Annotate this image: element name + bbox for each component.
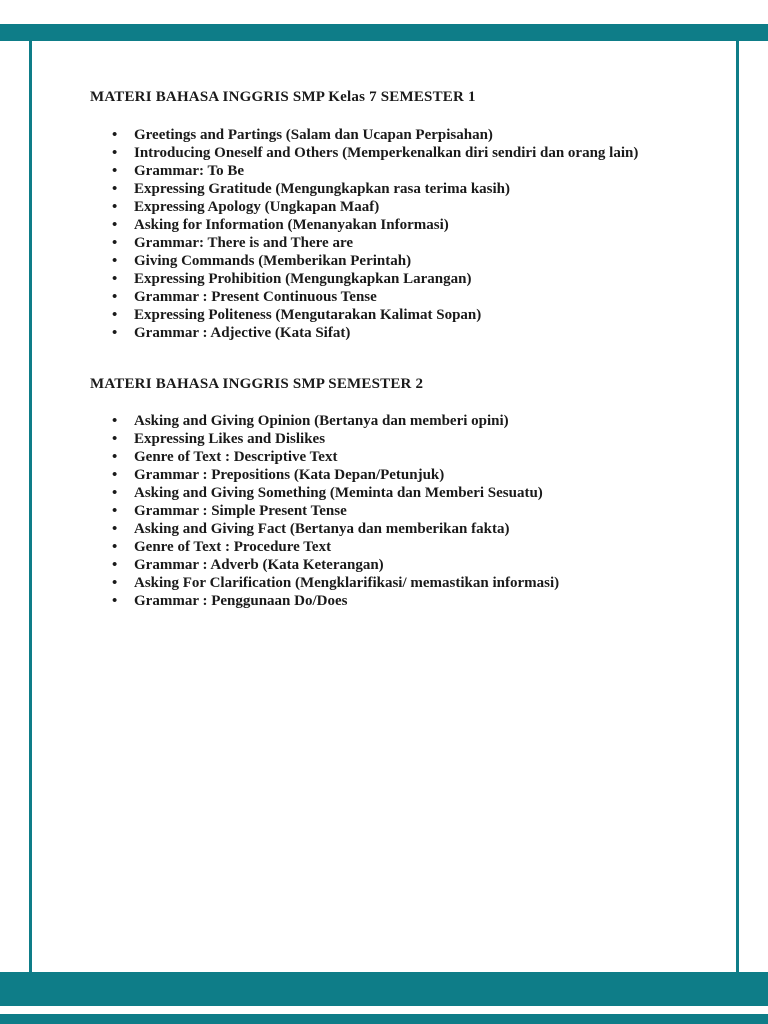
list-item-text: Asking For Clarification (Mengklarifikasi/ memastikan informasi) <box>134 575 560 591</box>
bullet-icon: • <box>112 485 118 501</box>
list-item-text: Genre of Text : Procedure Text <box>134 539 332 555</box>
list-item-text: Asking for Information (Menanyakan Informasi) <box>134 217 449 233</box>
list-item <box>90 324 638 342</box>
bullet-icon: • <box>112 503 118 519</box>
list-item-text: Expressing Apology (Ungkapan Maaf) <box>134 199 380 215</box>
list-item <box>90 412 559 430</box>
list-item <box>90 484 559 502</box>
viewer-frame-left-line <box>29 41 32 972</box>
list-item-text: Expressing Likes and Dislikes <box>134 431 326 447</box>
list-item-text: Grammar: There is and There are <box>134 235 354 251</box>
bullet-icon: • <box>112 181 118 197</box>
bullet-icon: • <box>112 575 118 591</box>
list-item-text: Grammar : Penggunaan Do/Does <box>134 593 348 609</box>
bullet-icon: • <box>112 467 118 483</box>
bullet-icon: • <box>112 253 118 269</box>
topic-list-semester-1 <box>90 126 638 342</box>
viewer-frame-right-line <box>736 41 739 972</box>
list-item <box>90 180 638 198</box>
list-item <box>90 448 559 466</box>
section-title-semester-2: MATERI BAHASA INGGRIS SMP SEMESTER 2 <box>90 376 424 392</box>
list-item <box>90 466 559 484</box>
list-item-text: Greetings and Partings (Salam dan Ucapan Perpisahan) <box>134 127 493 143</box>
bullet-icon: • <box>112 413 118 429</box>
list-item <box>90 162 638 180</box>
bullet-icon: • <box>112 325 118 341</box>
list-item-text: Asking and Giving Opinion (Bertanya dan memberi opini) <box>134 413 509 429</box>
list-item-text: Grammar : Prepositions (Kata Depan/Petunjuk) <box>134 467 445 483</box>
bullet-icon: • <box>112 431 118 447</box>
bullet-icon: • <box>112 217 118 233</box>
list-item <box>90 270 638 288</box>
bullet-icon: • <box>112 199 118 215</box>
list-item <box>90 538 559 556</box>
bullet-icon: • <box>112 307 118 323</box>
bullet-icon: • <box>112 163 118 179</box>
viewer-frame-bottom-band <box>0 972 768 1006</box>
list-item-text: Giving Commands (Memberikan Perintah) <box>134 253 412 269</box>
list-item <box>90 556 559 574</box>
viewer-frame-top-bar <box>0 24 768 41</box>
list-item-text: Grammar: To Be <box>134 163 244 179</box>
list-item <box>90 126 638 144</box>
list-item <box>90 288 638 306</box>
list-item-text: Introducing Oneself and Others (Memperkenalkan diri sendiri dan orang lain) <box>134 145 639 161</box>
list-item-text: Asking and Giving Fact (Bertanya dan memberikan fakta) <box>134 521 510 537</box>
bullet-icon: • <box>112 539 118 555</box>
viewer-frame-bottom-strip <box>0 1014 768 1024</box>
list-item <box>90 252 638 270</box>
list-item-text: Grammar : Adverb (Kata Keterangan) <box>134 557 384 573</box>
bullet-icon: • <box>112 289 118 305</box>
list-item-text: Expressing Gratitude (Mengungkapkan rasa terima kasih) <box>134 181 511 197</box>
bullet-icon: • <box>112 127 118 143</box>
bullet-icon: • <box>112 449 118 465</box>
list-item-text: Expressing Prohibition (Mengungkapkan Larangan) <box>134 271 472 287</box>
bullet-icon: • <box>112 271 118 287</box>
list-item <box>90 520 559 538</box>
list-item <box>90 198 638 216</box>
list-item <box>90 306 638 324</box>
list-item-text: Grammar : Adjective (Kata Sifat) <box>134 325 351 341</box>
bullet-icon: • <box>112 145 118 161</box>
list-item-text: Asking and Giving Something (Meminta dan Memberi Sesuatu) <box>134 485 543 501</box>
bullet-icon: • <box>112 235 118 251</box>
list-item <box>90 430 559 448</box>
bullet-icon: • <box>112 557 118 573</box>
list-item-text: Grammar : Simple Present Tense <box>134 503 347 519</box>
list-item-text: Expressing Politeness (Mengutarakan Kalimat Sopan) <box>134 307 482 323</box>
list-item <box>90 502 559 520</box>
topic-list-semester-2 <box>90 412 559 610</box>
list-item <box>90 234 638 252</box>
list-item-text: Grammar : Present Continuous Tense <box>134 289 377 305</box>
bullet-icon: • <box>112 593 118 609</box>
bullet-icon: • <box>112 521 118 537</box>
list-item <box>90 592 559 610</box>
list-item <box>90 216 638 234</box>
list-item <box>90 144 638 162</box>
list-item <box>90 574 559 592</box>
list-item-text: Genre of Text : Descriptive Text <box>134 449 338 465</box>
section-title-semester-1: MATERI BAHASA INGGRIS SMP Kelas 7 SEMESTER 1 <box>90 89 476 105</box>
